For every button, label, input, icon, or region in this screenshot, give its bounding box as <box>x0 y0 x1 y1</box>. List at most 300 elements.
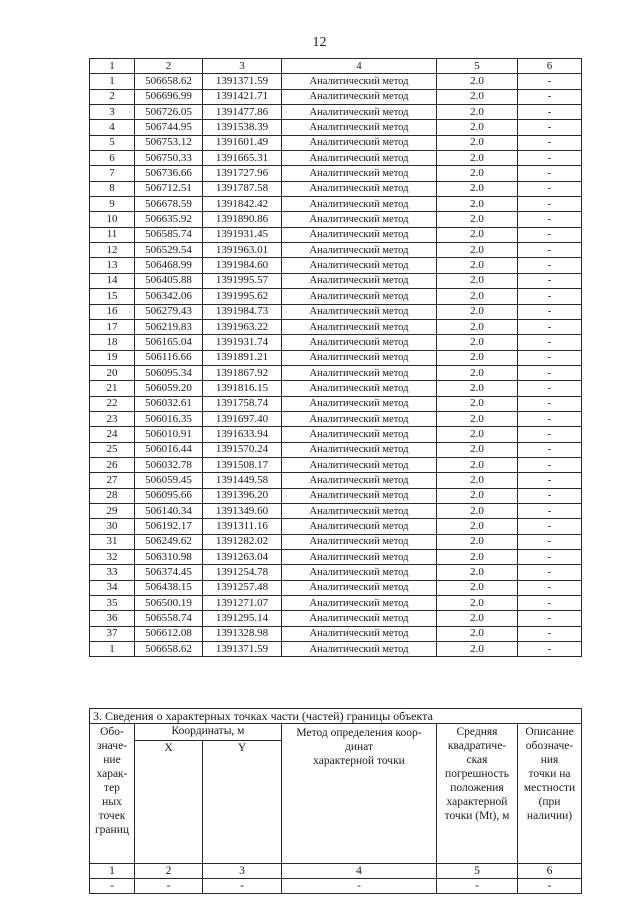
table-row <box>90 135 582 150</box>
table-row <box>90 427 582 442</box>
method-label: Метод определения коор- динат характерной точки <box>296 727 422 767</box>
cell-value: - <box>90 879 135 894</box>
column-number-row <box>90 864 582 879</box>
y-coordinate-cell: 1391295.14 <box>203 611 282 626</box>
y-coordinate-cell: 1391570.24 <box>203 442 282 457</box>
cell-value: - <box>203 879 282 894</box>
table-row <box>90 74 582 89</box>
column-number: 1 <box>90 864 135 879</box>
table-row <box>90 626 582 641</box>
accuracy-cell: 2.0 <box>437 534 518 549</box>
method-cell: Аналитический метод <box>282 181 437 196</box>
description-cell: - <box>518 273 582 288</box>
y-coordinate-cell: 1391995.62 <box>203 289 282 304</box>
description-cell: - <box>518 166 582 181</box>
point-number-cell: 12 <box>90 243 135 258</box>
page-number: 12 <box>312 35 327 50</box>
cell-value: - <box>282 879 437 894</box>
description-cell: - <box>518 503 582 518</box>
table-row <box>90 151 582 166</box>
point-number-cell: 17 <box>90 319 135 334</box>
method-cell: Аналитический метод <box>282 642 437 657</box>
table-row <box>90 565 582 580</box>
table-row <box>90 473 582 488</box>
point-number-cell: 9 <box>90 197 135 212</box>
point-number-cell: 16 <box>90 304 135 319</box>
y-coordinate-cell: 1391984.60 <box>203 258 282 273</box>
point-number-cell: 20 <box>90 365 135 380</box>
description-cell: - <box>518 411 582 426</box>
y-coordinate-cell: 1391890.86 <box>203 212 282 227</box>
point-number-cell: 13 <box>90 258 135 273</box>
description-cell: - <box>518 350 582 365</box>
table-row <box>90 350 582 365</box>
x-coordinate-cell: 506468.99 <box>135 258 203 273</box>
method-cell: Аналитический метод <box>282 488 437 503</box>
accuracy-cell: 2.0 <box>437 442 518 457</box>
table-row <box>90 304 582 319</box>
column-number: 6 <box>518 864 582 879</box>
method-cell: Аналитический метод <box>282 166 437 181</box>
point-number-cell: 32 <box>90 550 135 565</box>
x-coordinate-cell: 506712.51 <box>135 181 203 196</box>
x-coordinate-cell: 506279.43 <box>135 304 203 319</box>
y-coordinate-cell: 1391963.01 <box>203 243 282 258</box>
point-number-cell: 28 <box>90 488 135 503</box>
method-cell: Аналитический метод <box>282 580 437 595</box>
accuracy-cell: 2.0 <box>437 289 518 304</box>
point-number-cell: 23 <box>90 411 135 426</box>
accuracy-cell: 2.0 <box>437 135 518 150</box>
y-coordinate-cell: 1391263.04 <box>203 550 282 565</box>
description-cell: - <box>518 519 582 534</box>
point-number-cell: 31 <box>90 534 135 549</box>
point-number-cell: 4 <box>90 120 135 135</box>
x-coordinate-cell: 506612.08 <box>135 626 203 641</box>
accuracy-cell: 2.0 <box>437 488 518 503</box>
y-coordinate-cell: 1391697.40 <box>203 411 282 426</box>
method-cell: Аналитический метод <box>282 503 437 518</box>
section-3-heading: 3. Сведения о характерных точках части (частей) границы объекта <box>90 709 582 724</box>
x-coordinate-header: X <box>135 741 203 864</box>
point-number-cell: 6 <box>90 151 135 166</box>
y-coordinate-cell: 1391371.59 <box>203 642 282 657</box>
accuracy-cell: 2.0 <box>437 580 518 595</box>
method-cell: Аналитический метод <box>282 74 437 89</box>
x-coordinate-cell: 506032.61 <box>135 396 203 411</box>
accuracy-cell: 2.0 <box>437 258 518 273</box>
x-coordinate-cell: 506696.99 <box>135 89 203 104</box>
y-coordinate-cell: 1391727.96 <box>203 166 282 181</box>
description-cell: - <box>518 304 582 319</box>
x-coordinate-cell: 506658.62 <box>135 642 203 657</box>
point-designation-label: Обо- значе- ние харак- тер ных точек границ <box>94 726 130 836</box>
accuracy-cell: 2.0 <box>437 411 518 426</box>
col-accuracy-header <box>437 724 518 864</box>
accuracy-cell: 2.0 <box>437 427 518 442</box>
point-number-cell: 21 <box>90 381 135 396</box>
column-number: 5 <box>437 864 518 879</box>
point-number-cell: 37 <box>90 626 135 641</box>
x-coordinate-cell: 506678.59 <box>135 197 203 212</box>
table-row <box>90 89 582 104</box>
description-cell: - <box>518 181 582 196</box>
x-coordinate-cell: 506736.66 <box>135 166 203 181</box>
table-row <box>90 411 582 426</box>
point-number-cell: 8 <box>90 181 135 196</box>
accuracy-cell: 2.0 <box>437 396 518 411</box>
accuracy-cell: 2.0 <box>437 381 518 396</box>
description-cell: - <box>518 457 582 472</box>
x-coordinate-cell: 506140.34 <box>135 503 203 518</box>
point-number-cell: 24 <box>90 427 135 442</box>
table-row <box>90 488 582 503</box>
accuracy-cell: 2.0 <box>437 350 518 365</box>
point-number-cell: 27 <box>90 473 135 488</box>
accuracy-cell: 2.0 <box>437 74 518 89</box>
y-coordinate-cell: 1391449.58 <box>203 473 282 488</box>
column-header: 2 <box>135 59 203 74</box>
description-label: Описание обозначе- ния точки на местности (при наличии) <box>523 726 576 822</box>
y-coordinate-cell: 1391257.48 <box>203 580 282 595</box>
accuracy-cell: 2.0 <box>437 197 518 212</box>
point-number-cell: 7 <box>90 166 135 181</box>
x-coordinate-cell: 506585.74 <box>135 227 203 242</box>
point-number-cell: 14 <box>90 273 135 288</box>
description-cell: - <box>518 611 582 626</box>
y-coordinate-cell: 1391963.22 <box>203 319 282 334</box>
description-cell: - <box>518 626 582 641</box>
x-coordinate-cell: 506165.04 <box>135 335 203 350</box>
method-cell: Аналитический метод <box>282 519 437 534</box>
point-number-cell: 19 <box>90 350 135 365</box>
point-number-cell: 11 <box>90 227 135 242</box>
description-cell: - <box>518 319 582 334</box>
y-coordinate-cell: 1391984.73 <box>203 304 282 319</box>
description-cell: - <box>518 151 582 166</box>
table-row <box>90 442 582 457</box>
x-coordinate-cell: 506010.91 <box>135 427 203 442</box>
description-cell: - <box>518 105 582 120</box>
method-cell: Аналитический метод <box>282 335 437 350</box>
accuracy-cell: 2.0 <box>437 626 518 641</box>
method-cell: Аналитический метод <box>282 550 437 565</box>
y-coordinate-cell: 1391816.15 <box>203 381 282 396</box>
accuracy-cell: 2.0 <box>437 519 518 534</box>
x-coordinate-cell: 506658.62 <box>135 74 203 89</box>
y-coordinate-cell: 1391508.17 <box>203 457 282 472</box>
header-row <box>90 59 582 74</box>
y-coordinate-cell: 1391477.86 <box>203 105 282 120</box>
accuracy-cell: 2.0 <box>437 565 518 580</box>
y-coordinate-cell: 1391995.57 <box>203 273 282 288</box>
table-row <box>90 120 582 135</box>
x-coordinate-cell: 506405.88 <box>135 273 203 288</box>
x-coordinate-cell: 506192.17 <box>135 519 203 534</box>
description-cell: - <box>518 212 582 227</box>
col-method-header <box>282 724 437 864</box>
column-number: 4 <box>282 864 437 879</box>
description-cell: - <box>518 596 582 611</box>
point-number-cell: 35 <box>90 596 135 611</box>
accuracy-cell: 2.0 <box>437 611 518 626</box>
x-coordinate-cell: 506116.66 <box>135 350 203 365</box>
accuracy-cell: 2.0 <box>437 335 518 350</box>
description-cell: - <box>518 381 582 396</box>
table-row <box>90 381 582 396</box>
method-cell: Аналитический метод <box>282 89 437 104</box>
col-description-header <box>518 724 582 864</box>
y-coordinate-header: Y <box>203 741 282 864</box>
point-number-cell: 5 <box>90 135 135 150</box>
accuracy-cell: 2.0 <box>437 212 518 227</box>
description-cell: - <box>518 396 582 411</box>
point-number-cell: 2 <box>90 89 135 104</box>
y-coordinate-cell: 1391601.49 <box>203 135 282 150</box>
x-coordinate-cell: 506095.34 <box>135 365 203 380</box>
x-coordinate-cell: 506095.66 <box>135 488 203 503</box>
table-row <box>90 642 582 657</box>
column-header: 6 <box>518 59 582 74</box>
description-cell: - <box>518 89 582 104</box>
cell-value: - <box>135 879 203 894</box>
y-coordinate-cell: 1391891.21 <box>203 350 282 365</box>
method-cell: Аналитический метод <box>282 473 437 488</box>
accuracy-cell: 2.0 <box>437 550 518 565</box>
method-cell: Аналитический метод <box>282 396 437 411</box>
accuracy-cell: 2.0 <box>437 642 518 657</box>
table-row <box>90 596 582 611</box>
table-row <box>90 258 582 273</box>
method-cell: Аналитический метод <box>282 534 437 549</box>
y-coordinate-cell: 1391787.58 <box>203 181 282 196</box>
column-number: 3 <box>203 864 282 879</box>
y-coordinate-cell: 1391271.07 <box>203 596 282 611</box>
accuracy-cell: 2.0 <box>437 503 518 518</box>
x-coordinate-cell: 506249.62 <box>135 534 203 549</box>
x-coordinate-cell: 506635.92 <box>135 212 203 227</box>
x-coordinate-cell: 506500.19 <box>135 596 203 611</box>
column-header: 1 <box>90 59 135 74</box>
accuracy-label: Средняя квадратиче- ская погрешность положения характерной точки (Mt), м <box>444 726 510 822</box>
point-number-cell: 34 <box>90 580 135 595</box>
cell-value: - <box>437 879 518 894</box>
method-cell: Аналитический метод <box>282 427 437 442</box>
col-point-designation-header <box>90 724 135 864</box>
y-coordinate-cell: 1391311.16 <box>203 519 282 534</box>
method-cell: Аналитический метод <box>282 381 437 396</box>
accuracy-cell: 2.0 <box>437 243 518 258</box>
method-cell: Аналитический метод <box>282 105 437 120</box>
accuracy-cell: 2.0 <box>437 181 518 196</box>
y-coordinate-cell: 1391328.98 <box>203 626 282 641</box>
method-cell: Аналитический метод <box>282 565 437 580</box>
empty-value-row <box>90 879 582 894</box>
method-cell: Аналитический метод <box>282 319 437 334</box>
method-cell: Аналитический метод <box>282 350 437 365</box>
point-number-cell: 33 <box>90 565 135 580</box>
accuracy-cell: 2.0 <box>437 151 518 166</box>
x-coordinate-cell: 506219.83 <box>135 319 203 334</box>
description-cell: - <box>518 473 582 488</box>
point-number-cell: 1 <box>90 74 135 89</box>
y-coordinate-cell: 1391867.92 <box>203 365 282 380</box>
x-coordinate-cell: 506032.78 <box>135 457 203 472</box>
table-row <box>90 396 582 411</box>
method-cell: Аналитический метод <box>282 626 437 641</box>
method-cell: Аналитический метод <box>282 289 437 304</box>
y-coordinate-cell: 1391421.71 <box>203 89 282 104</box>
column-header: 5 <box>437 59 518 74</box>
cell-value: - <box>518 879 582 894</box>
y-coordinate-cell: 1391758.74 <box>203 396 282 411</box>
description-cell: - <box>518 365 582 380</box>
description-cell: - <box>518 427 582 442</box>
point-number-cell: 29 <box>90 503 135 518</box>
method-cell: Аналитический метод <box>282 243 437 258</box>
description-cell: - <box>518 580 582 595</box>
accuracy-cell: 2.0 <box>437 319 518 334</box>
y-coordinate-cell: 1391931.74 <box>203 335 282 350</box>
table-row <box>90 550 582 565</box>
point-number-cell: 3 <box>90 105 135 120</box>
method-cell: Аналитический метод <box>282 197 437 212</box>
y-coordinate-cell: 1391633.94 <box>203 427 282 442</box>
table-row <box>90 519 582 534</box>
point-number-cell: 36 <box>90 611 135 626</box>
table-row <box>90 273 582 288</box>
description-cell: - <box>518 565 582 580</box>
method-cell: Аналитический метод <box>282 273 437 288</box>
table-row <box>90 335 582 350</box>
description-cell: - <box>518 335 582 350</box>
point-number-cell: 15 <box>90 289 135 304</box>
y-coordinate-cell: 1391538.39 <box>203 120 282 135</box>
part-boundary-points-table <box>89 708 582 894</box>
y-coordinate-cell: 1391254.78 <box>203 565 282 580</box>
accuracy-cell: 2.0 <box>437 89 518 104</box>
method-cell: Аналитический метод <box>282 304 437 319</box>
accuracy-cell: 2.0 <box>437 227 518 242</box>
point-number-cell: 18 <box>90 335 135 350</box>
description-cell: - <box>518 488 582 503</box>
boundary-points-table <box>89 58 582 657</box>
y-coordinate-cell: 1391349.60 <box>203 503 282 518</box>
method-cell: Аналитический метод <box>282 411 437 426</box>
x-coordinate-cell: 506310.98 <box>135 550 203 565</box>
x-coordinate-cell: 506529.54 <box>135 243 203 258</box>
x-coordinate-cell: 506726.05 <box>135 105 203 120</box>
x-coordinate-cell: 506016.35 <box>135 411 203 426</box>
description-cell: - <box>518 197 582 212</box>
point-number-cell: 22 <box>90 396 135 411</box>
point-number-cell: 26 <box>90 457 135 472</box>
x-coordinate-cell: 506342.06 <box>135 289 203 304</box>
description-cell: - <box>518 534 582 549</box>
column-header: 4 <box>282 59 437 74</box>
description-cell: - <box>518 258 582 273</box>
method-cell: Аналитический метод <box>282 258 437 273</box>
y-coordinate-cell: 1391282.02 <box>203 534 282 549</box>
accuracy-cell: 2.0 <box>437 304 518 319</box>
coordinates-group-header: Координаты, м <box>135 724 282 741</box>
table-row <box>90 197 582 212</box>
table-row <box>90 212 582 227</box>
x-coordinate-cell: 506750.33 <box>135 151 203 166</box>
x-coordinate-cell: 506744.95 <box>135 120 203 135</box>
table-row <box>90 289 582 304</box>
x-coordinate-cell: 506059.45 <box>135 473 203 488</box>
table-row <box>90 181 582 196</box>
point-number-cell: 1 <box>90 642 135 657</box>
table-row <box>90 319 582 334</box>
accuracy-cell: 2.0 <box>437 457 518 472</box>
table-row <box>90 580 582 595</box>
point-number-cell: 30 <box>90 519 135 534</box>
table-row <box>90 365 582 380</box>
table-row <box>90 534 582 549</box>
y-coordinate-cell: 1391665.31 <box>203 151 282 166</box>
column-number: 2 <box>135 864 203 879</box>
method-cell: Аналитический метод <box>282 442 437 457</box>
accuracy-cell: 2.0 <box>437 273 518 288</box>
x-coordinate-cell: 506016.44 <box>135 442 203 457</box>
x-coordinate-cell: 506438.15 <box>135 580 203 595</box>
method-cell: Аналитический метод <box>282 611 437 626</box>
method-cell: Аналитический метод <box>282 151 437 166</box>
x-coordinate-cell: 506374.45 <box>135 565 203 580</box>
table-row <box>90 457 582 472</box>
table-row <box>90 503 582 518</box>
point-number-cell: 10 <box>90 212 135 227</box>
table-row <box>90 166 582 181</box>
table-row <box>90 243 582 258</box>
y-coordinate-cell: 1391842.42 <box>203 197 282 212</box>
description-cell: - <box>518 243 582 258</box>
description-cell: - <box>518 135 582 150</box>
x-coordinate-cell: 506753.12 <box>135 135 203 150</box>
y-coordinate-cell: 1391371.59 <box>203 74 282 89</box>
accuracy-cell: 2.0 <box>437 473 518 488</box>
accuracy-cell: 2.0 <box>437 120 518 135</box>
description-cell: - <box>518 442 582 457</box>
table-row <box>90 227 582 242</box>
description-cell: - <box>518 120 582 135</box>
method-cell: Аналитический метод <box>282 365 437 380</box>
table-row <box>90 105 582 120</box>
method-cell: Аналитический метод <box>282 457 437 472</box>
accuracy-cell: 2.0 <box>437 166 518 181</box>
accuracy-cell: 2.0 <box>437 105 518 120</box>
method-cell: Аналитический метод <box>282 596 437 611</box>
table-row <box>90 611 582 626</box>
x-coordinate-cell: 506059.20 <box>135 381 203 396</box>
method-cell: Аналитический метод <box>282 120 437 135</box>
description-cell: - <box>518 642 582 657</box>
accuracy-cell: 2.0 <box>437 596 518 611</box>
method-cell: Аналитический метод <box>282 227 437 242</box>
column-header: 3 <box>203 59 282 74</box>
description-cell: - <box>518 550 582 565</box>
y-coordinate-cell: 1391396.20 <box>203 488 282 503</box>
accuracy-cell: 2.0 <box>437 365 518 380</box>
method-cell: Аналитический метод <box>282 212 437 227</box>
description-cell: - <box>518 289 582 304</box>
description-cell: - <box>518 74 582 89</box>
y-coordinate-cell: 1391931.45 <box>203 227 282 242</box>
point-number-cell: 25 <box>90 442 135 457</box>
method-cell: Аналитический метод <box>282 135 437 150</box>
